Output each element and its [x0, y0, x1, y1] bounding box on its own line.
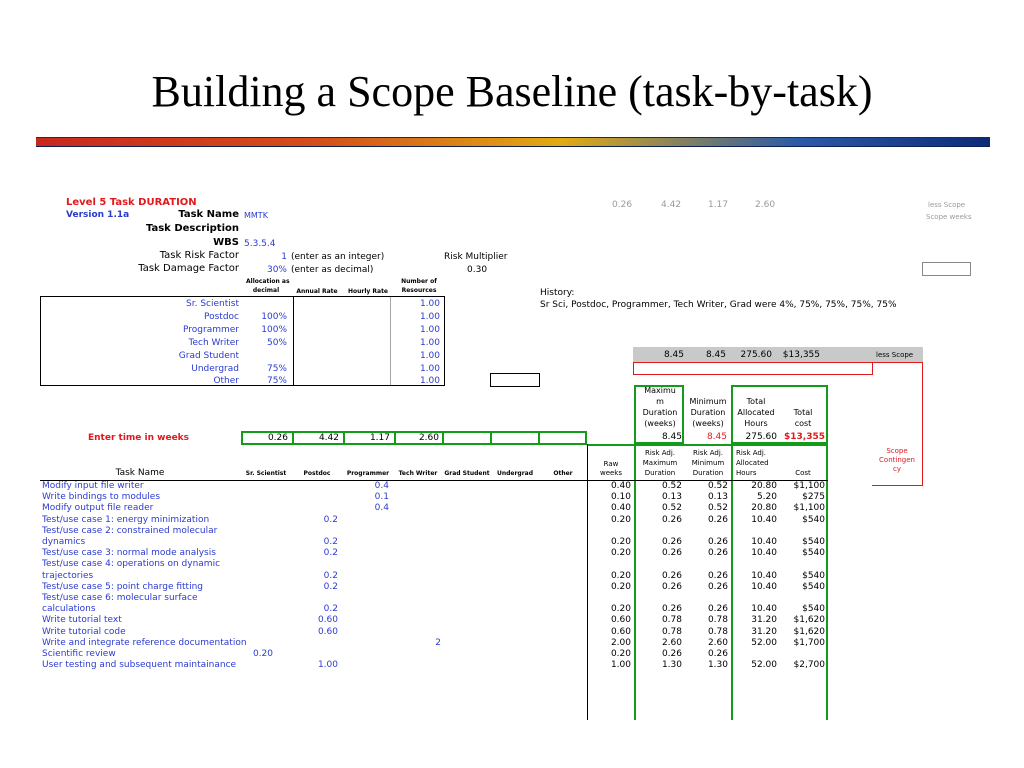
task-name: Write tutorial code: [42, 626, 126, 637]
scope-contingency-label-2: Contingen: [879, 456, 915, 464]
task-cost-value: $540: [802, 570, 825, 581]
resource-divider-1: [293, 296, 294, 386]
role-header: Postdoc: [303, 470, 331, 477]
task-max-value: 1.30: [661, 660, 682, 671]
task-pd-value[interactable]: 0.2: [323, 548, 338, 559]
task-pd-value[interactable]: 0.2: [323, 570, 338, 581]
risk-min-h1: Risk Adj.: [692, 449, 723, 457]
task-min-value: 0.26: [707, 604, 728, 615]
task-name: calculations: [42, 604, 96, 615]
task-min-value: 0.26: [707, 570, 728, 581]
task-name: Test/use case 1: energy minimization: [42, 514, 210, 525]
max-duration-h4: (weeks): [644, 419, 676, 428]
task-max-value: 0.52: [661, 481, 682, 491]
task-hrs-value: 5.20: [756, 492, 777, 503]
task-min-value: 0.26: [707, 514, 728, 525]
task-raw-value: 0.20: [610, 581, 631, 592]
task-cost-value: $2,700: [793, 660, 825, 671]
task-cost-value: $1,700: [793, 637, 825, 648]
total-hours-h2: Allocated: [737, 408, 775, 417]
top-total-techwriter: 2.60: [755, 200, 776, 210]
task-pd-value[interactable]: 0.2: [323, 581, 338, 592]
total-cost-h2: cost: [794, 419, 812, 428]
task-cost-value: $1,620: [793, 626, 825, 637]
summary-min: 8.45: [705, 350, 726, 360]
top-total-postdoc: 4.42: [661, 200, 682, 210]
task-cost-value: $540: [802, 514, 825, 525]
summary-cost: $13,355: [782, 350, 820, 360]
task-name: User testing and subsequent maintainance: [42, 660, 237, 671]
damage-factor-label: Task Damage Factor: [138, 263, 239, 274]
total-hours-h3: Hours: [744, 419, 768, 428]
col-allocation-1: Allocation as: [246, 278, 290, 285]
task-max-value: 0.26: [661, 604, 682, 615]
min-duration-h3: (weeks): [692, 419, 724, 428]
task-cost-value: $540: [802, 581, 825, 592]
resource-role: Undergrad: [191, 364, 239, 374]
risk-min-h3: Duration: [692, 469, 724, 477]
risk-hours-h3: Hours: [736, 469, 757, 477]
history-text: Sr Sci, Postdoc, Programmer, Tech Writer, Grad were 4%, 75%, 75%, 75%, 75%: [540, 300, 897, 310]
task-pr-value[interactable]: 0.1: [374, 492, 389, 503]
task-name: trajectories: [42, 570, 94, 581]
risk-max-h3: Duration: [644, 469, 676, 477]
col-number-2: Resources: [401, 287, 437, 294]
task-name: Write and integrate reference documentation: [42, 637, 247, 648]
task-max-value: 0.26: [661, 649, 682, 659]
enter-time-divider: [490, 431, 492, 445]
resource-role: Grad Student: [178, 351, 239, 361]
col-divider-end: [826, 385, 828, 720]
task-name: Modify input file writer: [42, 481, 144, 491]
title-divider: [36, 137, 990, 147]
task-hrs-value: 31.20: [751, 615, 777, 626]
task-raw-value: 0.20: [610, 649, 631, 659]
role-header: Undergrad: [496, 470, 534, 477]
task-raw-value: 0.20: [610, 537, 631, 547]
scope-weeks-input[interactable]: [922, 262, 971, 276]
task-min-value: 0.52: [707, 481, 728, 491]
scope-contingency-label-3: cy: [893, 465, 901, 473]
scope-contingency-label-1: Scope: [886, 447, 908, 455]
task-pd-value[interactable]: 0.60: [317, 615, 338, 626]
task-raw-value: 0.60: [610, 615, 631, 626]
task-hrs-value: 10.40: [751, 604, 777, 615]
task-min-value: 2.60: [707, 637, 728, 648]
damage-factor-note: (enter as decimal): [291, 265, 374, 275]
risk-hours-h2: Allocated: [736, 459, 769, 467]
wbs-label: WBS: [213, 237, 239, 248]
resource-count[interactable]: 1.00: [419, 338, 440, 348]
top-total-programmer: 1.17: [708, 200, 729, 210]
task-hrs-value: 10.40: [751, 581, 777, 592]
col-number-1: Number of: [401, 278, 437, 285]
resource-role: Programmer: [183, 325, 239, 335]
resource-count[interactable]: 1.00: [419, 364, 440, 374]
enter-time-label: Enter time in weeks: [88, 433, 190, 443]
task-pr-value[interactable]: 0.4: [374, 481, 389, 491]
task-cost-value: $275: [802, 492, 825, 503]
task-hrs-value: 10.40: [751, 570, 777, 581]
enter-time-techwriter[interactable]: 2.60: [418, 433, 439, 443]
task-max-value: 0.26: [661, 548, 682, 559]
risk-max-h2: Maximum: [642, 459, 678, 467]
task-raw-value: 1.00: [610, 660, 631, 671]
task-raw-value: 0.20: [610, 514, 631, 525]
role-header: Grad Student: [444, 470, 490, 477]
enter-time-divider: [292, 431, 294, 445]
task-hrs-value: 52.00: [751, 660, 777, 671]
task-max-value: 0.52: [661, 503, 682, 514]
min-duration-h1: Minimum: [689, 397, 727, 406]
task-max-value: 0.26: [661, 537, 682, 547]
max-duration-h1: Maximu: [644, 386, 676, 395]
col-divider-raw: [587, 444, 588, 720]
resource-role: Postdoc: [204, 312, 239, 322]
header-total-cost: $13,355: [784, 432, 825, 442]
resource-role: Tech Writer: [188, 338, 239, 348]
task-raw-value: 0.20: [610, 604, 631, 615]
col-allocation-2: decimal: [252, 287, 280, 294]
resource-alloc[interactable]: 100%: [261, 312, 287, 322]
history-label: History:: [540, 288, 575, 298]
task-cost-value: $1,620: [793, 615, 825, 626]
task-name: dynamics: [42, 537, 86, 547]
header-total-min: 8.45: [706, 432, 727, 442]
task-max-value: 0.26: [661, 514, 682, 525]
task-min-value: 0.78: [707, 626, 728, 637]
wbs-value: 5.3.5.4: [244, 239, 276, 249]
task-name: Test/use case 6: molecular surface: [42, 593, 198, 603]
task-hrs-value: 10.40: [751, 548, 777, 559]
enter-time-divider: [538, 431, 540, 445]
task-name: Test/use case 2: constrained molecular: [42, 525, 218, 536]
enter-time-postdoc[interactable]: 4.42: [318, 433, 339, 443]
risk-min-h2: Minimum: [691, 459, 725, 467]
task-min-value: 1.30: [707, 660, 728, 671]
task-min-value: 0.52: [707, 503, 728, 514]
task-min-value: 0.13: [707, 492, 728, 503]
task-raw-value: 0.60: [610, 626, 631, 637]
col-annual-rate: Annual Rate: [296, 288, 338, 295]
damage-factor-value: 30%: [266, 265, 287, 275]
task-name-label: Task Name: [178, 209, 239, 220]
task-raw-value: 0.40: [610, 503, 631, 514]
task-hrs-value: 20.80: [751, 503, 777, 514]
resource-role: Other: [213, 376, 239, 386]
role-header: Programmer: [346, 470, 390, 477]
risk-max-h1: Risk Adj.: [644, 449, 675, 457]
max-duration-h3: Duration: [642, 408, 678, 417]
task-hrs-value: 20.80: [751, 481, 777, 491]
task-name-header: Task Name: [115, 468, 165, 478]
resource-count[interactable]: 1.00: [419, 312, 440, 322]
task-tw-value[interactable]: 2: [435, 637, 441, 648]
task-name: Scientific review: [42, 649, 116, 659]
task-pd-value[interactable]: 1.00: [317, 660, 338, 671]
scope-red-bar: [633, 362, 873, 375]
risk-factor-label: Task Risk Factor: [159, 250, 239, 261]
task-raw-value: 0.20: [610, 548, 631, 559]
col-hourly-rate: Hourly Rate: [347, 288, 389, 295]
task-name: Test/use case 4: operations on dynamic: [42, 559, 221, 570]
top-total-sr: 0.26: [612, 200, 633, 210]
risk-multiplier-value: 0.30: [467, 265, 488, 275]
task-pr-value[interactable]: 0.4: [374, 503, 389, 514]
task-raw-value: 0.20: [610, 570, 631, 581]
min-duration-h2: Duration: [690, 408, 726, 417]
resource-alloc[interactable]: 75%: [266, 364, 287, 374]
role-header: Other: [553, 470, 573, 477]
task-max-value: 0.78: [661, 615, 682, 626]
task-hrs-value: 10.40: [751, 537, 777, 547]
task-hrs-value: 52.00: [751, 637, 777, 648]
scope-weeks-top: Scope weeks: [926, 213, 972, 221]
task-hrs-value: 10.40: [751, 514, 777, 525]
resource-divider-2: [390, 296, 391, 386]
task-max-value: 0.78: [661, 626, 682, 637]
risk-factor-note: (enter as an integer): [291, 252, 385, 262]
risk-multiplier-label: Risk Multiplier: [444, 252, 508, 262]
task-max-value: 0.26: [661, 581, 682, 592]
slide-title: Building a Scope Baseline (task-by-task): [151, 67, 873, 116]
enter-time-divider: [442, 431, 444, 445]
task-cost-value: $540: [802, 604, 825, 615]
task-name: Write tutorial text: [42, 615, 122, 626]
resource-count[interactable]: 1.00: [419, 376, 440, 386]
enter-time-sr[interactable]: 0.26: [267, 433, 288, 443]
total-cost-h1: Total: [793, 408, 813, 417]
task-max-value: 0.26: [661, 570, 682, 581]
resource-count[interactable]: 1.00: [419, 299, 440, 309]
task-pd-value[interactable]: 0.60: [317, 626, 338, 637]
resource-role: Sr. Scientist: [186, 299, 239, 309]
task-name: Modify output file reader: [42, 503, 154, 514]
version-label: Version 1.1a: [66, 210, 130, 220]
task-max-value: 2.60: [661, 637, 682, 648]
raw-weeks-h2: weeks: [599, 469, 623, 477]
task-description-label: Task Description: [145, 223, 239, 234]
summary-max: 8.45: [663, 350, 684, 360]
task-cost-value: $1,100: [793, 481, 825, 491]
empty-cell-box[interactable]: [490, 373, 540, 387]
task-hrs-value: 31.20: [751, 626, 777, 637]
task-pd-value[interactable]: 0.2: [323, 604, 338, 615]
risk-factor-value: 1: [281, 252, 287, 262]
summary-less-scope: less Scope: [876, 351, 914, 359]
cost-header: Cost: [795, 469, 811, 477]
task-sr-value[interactable]: 0.20: [252, 649, 273, 659]
task-name: Test/use case 5: point charge fitting: [42, 581, 203, 592]
task-min-value: 0.26: [707, 548, 728, 559]
resource-count[interactable]: 1.00: [419, 325, 440, 335]
role-header: Sr. Scientist: [245, 470, 287, 477]
task-pd-value[interactable]: 0.2: [323, 537, 338, 547]
resource-table-top-rule: [40, 296, 445, 297]
resource-alloc[interactable]: 75%: [266, 376, 287, 386]
enter-time-divider: [343, 431, 345, 445]
header-total-hours: 275.60: [745, 432, 777, 442]
header-total-max: 8.45: [661, 432, 682, 442]
task-min-value: 0.26: [707, 581, 728, 592]
task-cost-value: $1,100: [793, 503, 825, 514]
task-pd-value[interactable]: 0.2: [323, 514, 338, 525]
task-name-value: MMTK: [244, 211, 268, 220]
resource-count[interactable]: 1.00: [419, 351, 440, 361]
task-header-rule: [587, 444, 828, 446]
summary-hours: 275.60: [740, 350, 772, 360]
less-scope-top: less Scope: [928, 201, 966, 209]
enter-time-programmer[interactable]: 1.17: [369, 433, 390, 443]
task-name: Test/use case 3: normal mode analysis: [42, 548, 216, 559]
task-raw-value: 2.00: [610, 637, 631, 648]
task-cost-value: $540: [802, 548, 825, 559]
task-min-value: 0.26: [707, 537, 728, 547]
task-max-value: 0.13: [661, 492, 682, 503]
role-header: Tech Writer: [398, 470, 438, 477]
raw-weeks-h1: Raw: [603, 460, 619, 468]
risk-hours-h1: Risk Adj.: [736, 449, 767, 457]
task-name: Write bindings to modules: [42, 492, 161, 503]
resource-alloc[interactable]: 50%: [266, 338, 287, 348]
level-title: Level 5 Task DURATION: [66, 197, 197, 208]
max-duration-h2: m: [656, 397, 664, 406]
task-min-value: 0.26: [707, 649, 728, 659]
resource-alloc[interactable]: 100%: [261, 325, 287, 335]
task-cost-value: $540: [802, 537, 825, 547]
task-raw-value: 0.40: [610, 481, 631, 491]
total-hours-h1: Total: [746, 397, 766, 406]
task-raw-value: 0.10: [610, 492, 631, 503]
task-min-value: 0.78: [707, 615, 728, 626]
